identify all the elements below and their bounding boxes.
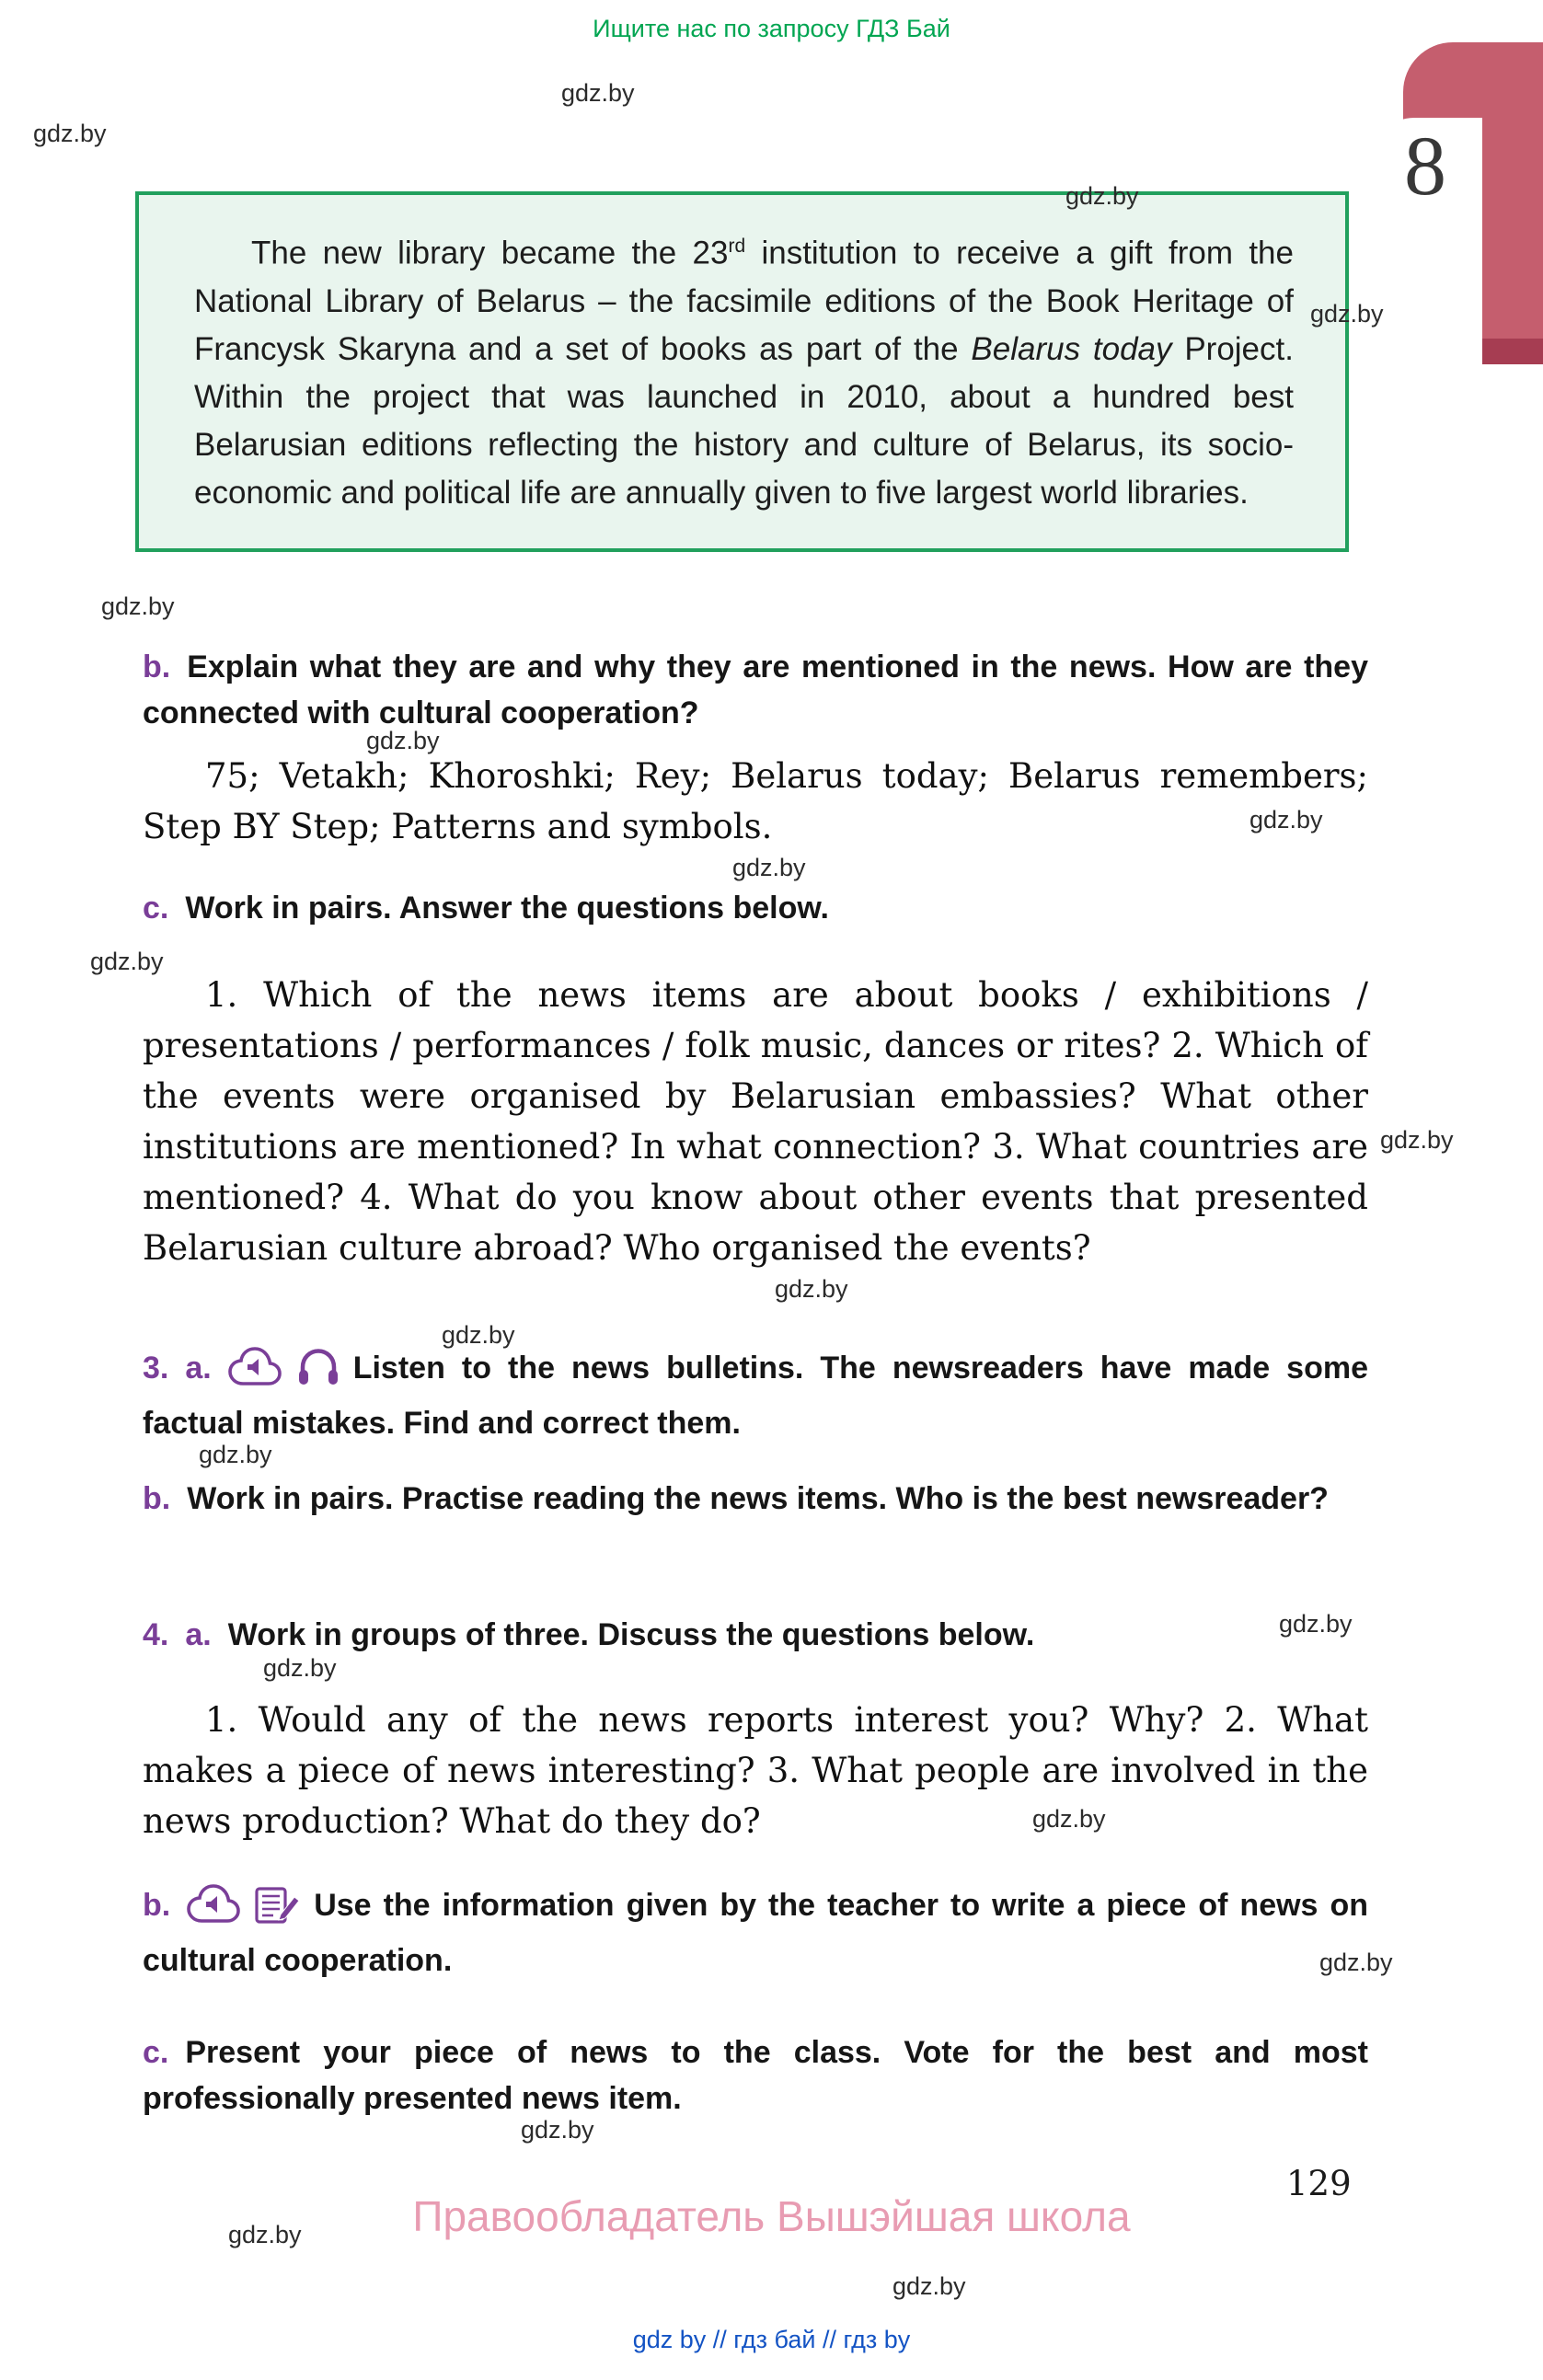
gdz-watermark: gdz.by: [199, 1441, 272, 1468]
cloud-audio-icon: [228, 1347, 283, 1400]
gdz-watermark: gdz.by: [366, 727, 440, 754]
gdz-watermark: gdz.by: [1032, 1805, 1106, 1833]
info-box-text: Project. Within the project that was launched in 2010, about a hundred best Belarusian editions reflecting the history and culture of Belarus, its socio-economic and political life are annually given to five largest world libraries.: [194, 330, 1294, 511]
cloud-audio-icon: [187, 1884, 242, 1937]
task-number: 3.: [143, 1351, 169, 1385]
gdz-watermark: gdz.by: [90, 948, 164, 975]
task-number: 4.: [143, 1617, 169, 1652]
page-number: 129: [1286, 2164, 1352, 2203]
task-letter: b.: [143, 1481, 171, 1516]
info-box-superscript: rd: [728, 236, 746, 257]
task-letter: a.: [185, 1351, 212, 1385]
info-box: [135, 191, 1349, 552]
gdz-watermark: gdz.by: [1065, 182, 1139, 210]
top-banner: Ищите нас по запросу ГДЗ Бай: [593, 15, 950, 42]
questions-block-1: 1. Which of the news items are about books / exhibitions / presentations / performances / folk music, dances or rites? 2. Which of the events were organised by Belarusian embassies? What other institutions are mentioned? In what connection? 3. What countries are mentioned? 4. What do you know about other events that presented Belarusian culture abroad? Who organised the events?: [143, 975, 1368, 1268]
task-text: Present your piece of news to the class. Vote for the best and most professionally presented news item.: [143, 2035, 1368, 2116]
gdz-watermark: gdz.by: [101, 592, 175, 620]
task-text: Explain what they are and why they are mentioned in the news. How are they connected with cultural cooperation?: [143, 650, 1368, 730]
gdz-watermark: gdz.by: [228, 2221, 302, 2248]
task-3b-pairs: [143, 1476, 1368, 1522]
gdz-watermark: gdz.by: [521, 2116, 594, 2144]
bottom-links[interactable]: gdz by // гдз бай // гдз by: [632, 2326, 911, 2353]
gdz-watermark: gdz.by: [561, 79, 635, 107]
gdz-watermark: gdz.by: [1279, 1610, 1353, 1638]
questions-block-2: 1. Would any of the news reports interest you? Why? 2. What makes a piece of news interesting? 3. What people are involved in the news production? What do they do?: [143, 1700, 1368, 1841]
task-4c-present: [143, 2029, 1368, 2121]
gdz-watermark: gdz.by: [732, 854, 806, 881]
task-letter: c.: [143, 891, 169, 926]
gdz-watermark: gdz.by: [1319, 1949, 1393, 1976]
task-letter: b.: [143, 1888, 171, 1923]
task-text: Use the information given by the teacher to write a piece of news on cultural cooperation.: [143, 1888, 1368, 1978]
task-4a-groups: [143, 1612, 1368, 1658]
info-box-text: institution to receive a gift from the National Library of Belarus – the facsimile editions of the Book Heritage of Francysk Skaryna and a set of books as part of the: [194, 235, 1294, 367]
task-letter: a.: [185, 1617, 212, 1652]
items-list: 75; Vetakh; Khoroshki; Rey; Belarus today; Belarus remembers; Step BY Step; Patterns and symbols.: [143, 756, 1368, 846]
gdz-watermark: gdz.by: [263, 1654, 337, 1682]
gdz-watermark: gdz.by: [892, 2272, 966, 2300]
info-box-italic-title: Belarus today: [971, 330, 1172, 367]
task-b-explain: [143, 644, 1368, 736]
task-3a-listen: [143, 1345, 1368, 1446]
task-text: Work in pairs. Answer the questions below.: [185, 891, 829, 926]
headphones-icon: [296, 1345, 340, 1400]
task-c-pairs: [143, 885, 1368, 931]
task-letter: c.: [143, 2035, 169, 2070]
task-4b-write: [143, 1882, 1368, 1983]
chapter-number: 8: [1404, 119, 1446, 213]
publisher-footer: Правообладатель Вышэйшая школа: [412, 2192, 1131, 2240]
write-icon: [255, 1886, 301, 1937]
gdz-watermark: gdz.by: [33, 120, 107, 147]
task-text: Listen to the news bulletins. The newsreaders have made some factual mistakes. Find and correct them.: [143, 1351, 1368, 1441]
gdz-watermark: gdz.by: [442, 1321, 515, 1349]
gdz-watermark: gdz.by: [1249, 806, 1323, 834]
gdz-watermark: gdz.by: [1310, 300, 1384, 328]
info-box-text: The new library became the 23: [251, 235, 729, 271]
task-text: Work in groups of three. Discuss the questions below.: [227, 1617, 1035, 1652]
gdz-watermark: gdz.by: [775, 1275, 848, 1303]
gdz-watermark: gdz.by: [1380, 1126, 1454, 1154]
task-text: Work in pairs. Practise reading the news items. Who is the best newsreader?: [187, 1481, 1329, 1516]
task-letter: b.: [143, 650, 171, 684]
